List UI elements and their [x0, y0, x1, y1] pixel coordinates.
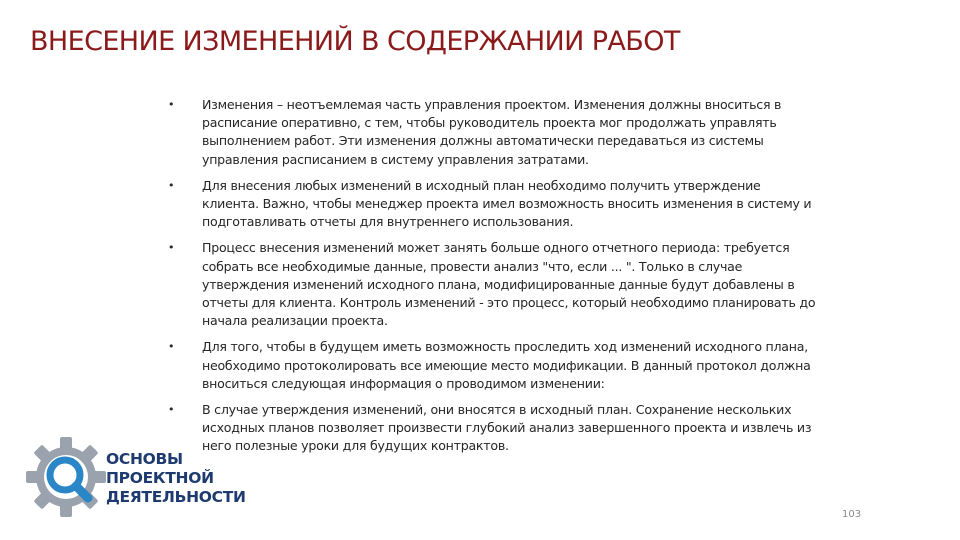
bullet-text: Процесс внесения изменений может занять больше одного отчетного периода: требуется собрать все необходимые данные, провести анализ "что, если ... ". Только в случае утверждения изменений исходного плана, модифицированные данные будут добавлены в отчеты для клиента. Контроль изменений - это процесс, который необходимо планировать до начала реализации проекта.	[202, 240, 816, 329]
list-item	[166, 401, 816, 456]
bullet-icon: •	[168, 403, 175, 417]
list-item	[166, 96, 816, 169]
bullet-icon: •	[168, 241, 175, 255]
bullet-icon: •	[168, 98, 175, 111]
bullet-text: Для того, чтобы в будущем иметь возможность проследить ход изменений исходного плана, необходимо протоколировать все имеющие место модификации. В данный протокол должна вноситься следующая информация о проводимом изменении:	[202, 339, 811, 391]
bullet-text: Изменения – неотъемлемая часть управления проектом. Изменения должны вноситься в расписание оперативно, с тем, чтобы руководитель проекта мог продолжать управлять выполнением работ. Эти изменения должны автоматически передаваться из системы управления расписанием в систему управления затратами.	[202, 97, 782, 167]
list-item	[166, 239, 816, 330]
logo-line: ОСНОВЫ	[106, 450, 183, 468]
logo-line: ПРОЕКТНОЙ	[106, 469, 214, 487]
slide-title: ВНЕСЕНИЕ ИЗМЕНЕНИЙ В СОДЕРЖАНИИ РАБОТ	[30, 26, 680, 57]
bullet-text: Для внесения любых изменений в исходный план необходимо получить утверждение клиента. Важно, чтобы менеджер проекта имел возможность вносить изменения в систему и подготавливать отчеты для внутреннего использования.	[202, 177, 812, 230]
page-number: 103	[842, 509, 862, 520]
bullet-icon: •	[168, 178, 175, 192]
logo-line: ДЕЯТЕЛЬНОСТИ	[106, 488, 246, 506]
bullet-icon: •	[168, 340, 175, 354]
list-item	[166, 338, 816, 393]
bullet-list	[166, 96, 816, 464]
logo-text	[106, 450, 246, 507]
list-item	[166, 177, 816, 232]
bullet-text: В случае утверждения изменений, они вносятся в исходный план. Сохранение нескольких исходных планов позволяет произвести глубокий анализ завершенного проекта и извлечь из него полезные уроки для будущих контрактов.	[202, 402, 812, 454]
